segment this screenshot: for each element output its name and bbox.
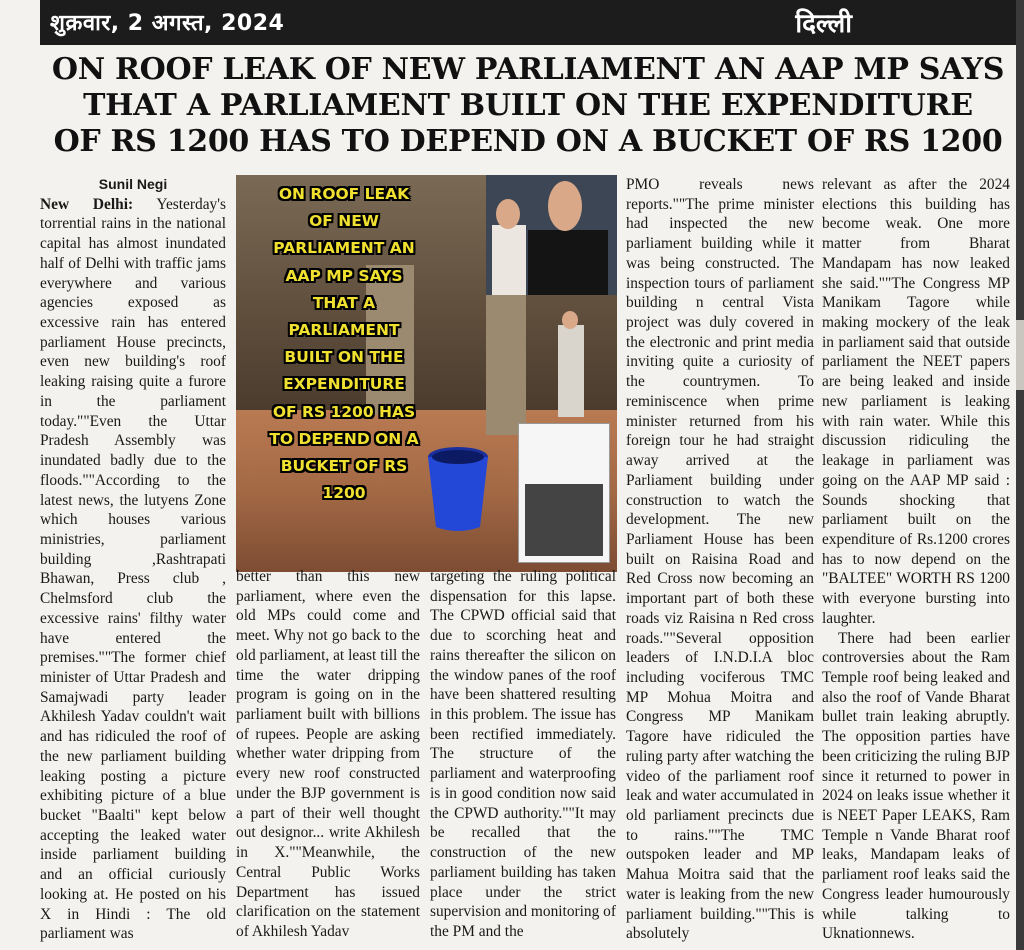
overlay-line: PARLIAMENT [288,321,400,340]
headline-line-2: THAT A PARLIAMENT BUILT ON THE EXPENDITURE [83,88,973,123]
overlay-line: EXPENDITURE [283,375,405,394]
inset-face [548,181,582,231]
column-2-body: better than this new parliament, where even the old MPs could come and meet. Why not go back to the old parliament, at least till the time the water dripping program is going on in the parliament built with billions of rupees. People are asking whether water dripping from every new roof constructed under the BJP government is a part of their well thought out designor... write Akhilesh in X.""Meanwhile, the Central Public Works Department has issued clarification on the statement of Akhilesh Yadav [236,568,420,940]
overlay-line: ON ROOF LEAK [278,185,410,203]
column-5-body-2: There had been earlier controversies about the Ram Temple roof being leaked and also the roof of Vande Bharat bullet train leaking abruptly. The opposition parties have been criticizing the ruling BJP since it returned to power in 2024 on leaks issue whether it is NEET Paper LEAKS, Ram Temple n Vande Bharat roof leaks, Mandapam leaks of parliament roof leaks said the Congress leader humourously while talking to Uknationnews. [822,629,1010,943]
inset-face [496,199,520,229]
inset-person-man [528,230,608,295]
article-column-5 [822,175,1010,947]
column-4-body: PMO reveals news reports.""The prime minister had inspected the new parliament building while it was being constructed. The inspection tours of parliament building n central Vista project was duly covered in the electronic and print media inviting quite a curiosity of the countrymen. To reminiscence when prime minister returned from his foreign tour he had straight away arrived at the Parliament building under construction to watch the development. The new Parliament House has been built on Raisina Road and Red Cross now becoming an important part of both these roads viz Raisina n Red cross roads.""Several opposition leaders of I.N.D.I.A bloc including vociferous TMC MP Mohua Moitra and Congress MP Manikam Tagore have ridiculed the ruling party after watching the video of the parliament roof leak and water accumulated in old parliament precincts due to rains.""The TMC outspoken leader and MP Mahua Moitra said that the water is leaking from the new parliament building.""This is absolutely [626,176,814,943]
overlay-line: THAT A [312,293,376,312]
article-column-3 [430,567,616,947]
article-photo [236,175,617,572]
byline: Sunil Negi [98,176,168,192]
overlay-line: TO DEPEND ON A [269,429,419,448]
article-column-1 [40,175,226,945]
photo-inset-politicians [486,175,617,295]
column-1-body: Yesterday's torrential rains in the national capital has almost inundated half of Delhi with traffic jams everywhere and various agencies exposed as excessive rain has entered parliament House precincts, even new building's roof leaking raising quite a furore in the parliament today.""Even the Uttar Pradesh Assembly was inundated badly due to the floods.""According to the latest news, the lutyens Zone which houses various ministries, parliament building ,Rashtrapati Bhawan, Press club , Chelmsford club the excessive rains' filthy water have entered the premises.""The former chief minister of Uttar Pradesh and Samajwadi party leader Akhilesh Yadav couldn't wait and has ridiculed the roof of the new parliament building leaking posting a picture exhibiting picture of a blue bucket "Baalti" kept below accepting the leaked water inside parliament building and an official curiously looking at. He posted on his X in Hindi : The old parliament was [40,195,226,943]
headline-line-1: ON ROOF LEAK OF NEW PARLIAMENT AN AAP MP SAYS [51,52,1005,87]
dateline-lead: New Delhi: [40,195,134,213]
overlay-line: AAP MP SAYS [285,266,403,285]
column-3-body: targeting the ruling political dispensation for this lapse. The CPWD official said that due to scorching heat and rains thereafter the silicon on the window panes of the roof have been shattered resulting in this problem. The issue has been rectified immediately. The structure of the parliament and waterproofing is in good condition now said the CPWD authority.""It may be recalled that the construction of the new parliament building has taken place under the strict supervision and monitoring of the PM and the [430,568,616,940]
overlay-line: OF NEW [309,212,379,231]
article-headline [40,52,1016,160]
photo-standing-face [562,311,578,329]
article-column-2 [236,567,420,947]
page-edge [1016,0,1024,950]
overlay-line: PARLIAMENT AN [273,239,415,258]
inset-person-woman [492,225,526,295]
article-column-4 [626,175,814,947]
newspaper-dateline-bar [40,0,1016,45]
overlay-line: 1200 [322,484,366,503]
overlay-line: OF RS 1200 HAS [272,402,416,421]
overlay-line: BUCKET OF RS [280,457,408,476]
photo-pillar [486,285,526,435]
overlay-line: BUILT ON THE [284,348,404,367]
headline-line-3: OF RS 1200 HAS TO DEPEND ON A BUCKET OF RS 1200 [53,124,1003,159]
issue-date: शुक्रवार, 2 अगस्त, 2024 [50,11,285,36]
column-5-body: relevant as after the 2024 elections this building has become weak. One more matter from Bharat Mandapam has now leaked she said.""The Congress MP Manikam Tagore while making mockery of the leak in parliament said that outside parliament the NEET papers are being leaked and inside new parliament is leaking with rain water. While this discussion ridiculing the leakage in parliament was going on the AAP MP said : Sounds shocking that parliament built on the expenditure of Rs.1200 crores has to now depend on the "BALTEE" WORTH RS 1200 with everyone bursting into laughter. [822,176,1010,627]
edition-city: दिल्ली [795,9,852,39]
photo-standing-man [558,325,584,417]
phone-screenshot-image [525,484,603,556]
page-edge-notch [1016,320,1024,390]
photo-phone-screenshot [518,423,610,563]
column-1-text [40,195,226,944]
photo-overlay-caption [244,181,444,507]
